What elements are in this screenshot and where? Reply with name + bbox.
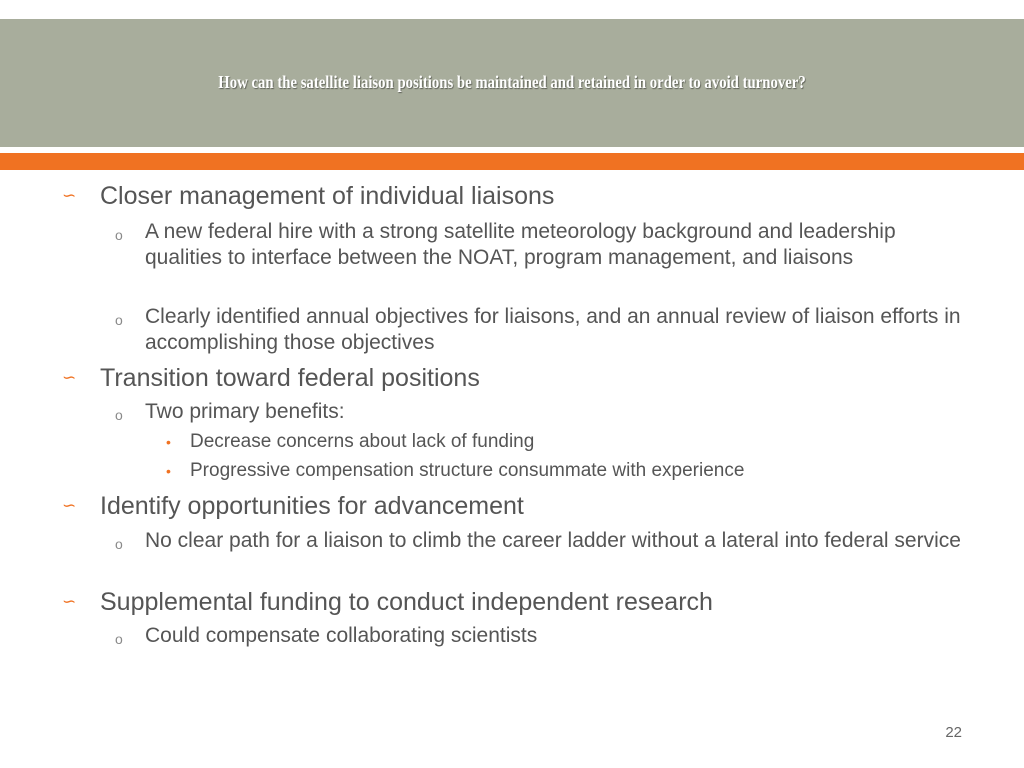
sub-bullet-marker-icon: o — [115, 312, 123, 328]
bullet-supplemental-funding: Supplemental funding to conduct independent research — [100, 588, 713, 616]
sub-sub-bullet-compensation: Progressive compensation structure consummate with experience — [190, 460, 745, 481]
sub-bullet-career-ladder: No clear path for a liaison to climb the career ladder without a lateral into federal service — [145, 529, 961, 552]
bullet-marker-icon: ∽ — [62, 592, 77, 611]
slide-title: How can the satellite liaison positions be maintained and retained in order to avoid turnover? — [218, 72, 806, 92]
sub-bullet-federal-hire: A new federal hire with a strong satellite meteorology background and leadership qualities to interface between the NOAT, program management, and liaisons — [145, 220, 896, 269]
sub-bullet-compensate-scientists: Could compensate collaborating scientists — [145, 624, 538, 647]
bullet-marker-icon: ∽ — [62, 186, 77, 205]
bullet-transition-federal: Transition toward federal positions — [100, 364, 480, 392]
sub-bullet-two-benefits: Two primary benefits: — [145, 400, 345, 423]
sub-bullet-marker-icon: o — [115, 536, 123, 552]
bullet-advancement: Identify opportunities for advancement — [100, 492, 524, 520]
page-number: 22 — [945, 724, 962, 741]
bullet-marker-icon: ∽ — [62, 368, 77, 387]
sub-sub-bullet-marker-icon: • — [166, 463, 171, 479]
bullet-closer-management: Closer management of individual liaisons — [100, 182, 555, 210]
sub-sub-bullet-marker-icon: • — [166, 434, 171, 450]
bullet-marker-icon: ∽ — [62, 496, 77, 515]
sub-bullet-marker-icon: o — [115, 227, 123, 243]
sub-bullet-annual-objectives: Clearly identified annual objectives for liaisons, and an annual review of liaison efforts in accomplishing those objectives — [145, 305, 961, 354]
sub-bullet-marker-icon: o — [115, 407, 123, 423]
sub-bullet-marker-icon: o — [115, 631, 123, 647]
sub-sub-bullet-funding-concerns: Decrease concerns about lack of funding — [190, 431, 535, 452]
